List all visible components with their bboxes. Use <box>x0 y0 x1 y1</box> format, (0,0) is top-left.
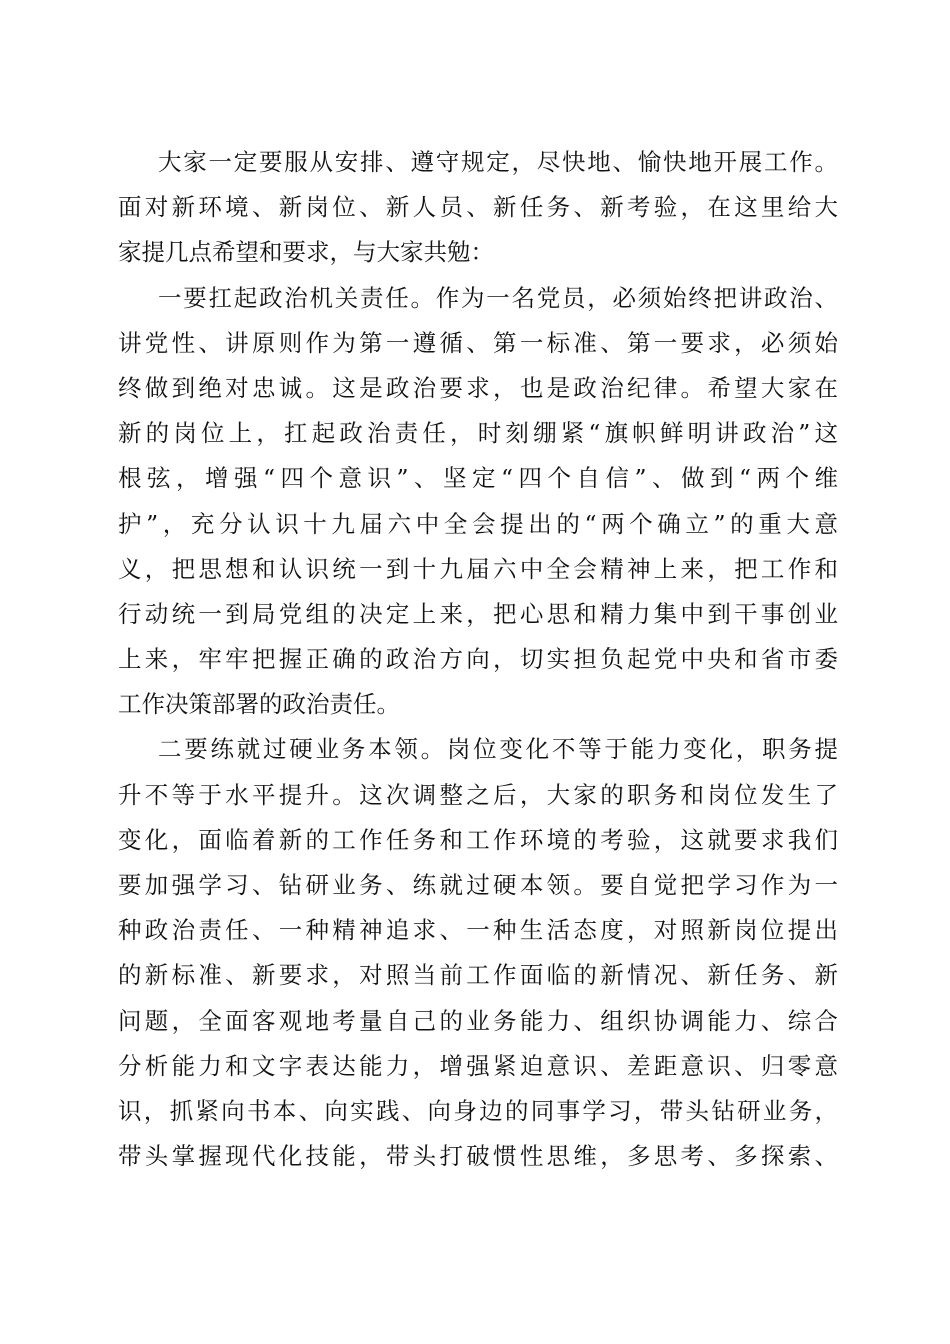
paragraph-line: 上来，牢牢把握正确的政治方向，切实担负起党中央和省市委 <box>118 645 838 674</box>
paragraph-line: 面对新环境、新岗位、新人员、新任务、新考验，在这里给大 <box>118 193 838 222</box>
paragraph-line: 种政治责任、一种精神追求、一种生活态度，对照新岗位提出 <box>118 916 838 945</box>
paragraph-line: 二要练就过硬业务本领。岗位变化不等于能力变化，职务提 <box>158 735 838 764</box>
paragraph-line: 问题，全面客观地考量自己的业务能力、组织协调能力、综合 <box>118 1006 838 1035</box>
paragraph-line: 一要扛起政治机关责任。作为一名党员，必须始终把讲政治、 <box>158 283 838 312</box>
paragraph-line: 护”，充分认识十九届六中全会提出的“两个确立”的重大意 <box>118 509 838 538</box>
paragraph-line: 要加强学习、钻研业务、练就过硬本领。要自觉把学习作为一 <box>118 871 838 899</box>
paragraph-line: 带头掌握现代化技能，带头打破惯性思维，多思考、多探索、 <box>118 1142 838 1171</box>
paragraph-line: 升不等于水平提升。这次调整之后，大家的职务和岗位发生了 <box>118 780 838 809</box>
paragraph-line: 识，抓紧向书本、向实践、向身边的同事学习，带头钻研业务， <box>118 1096 838 1125</box>
paragraph-line: 义，把思想和认识统一到十九届六中全会精神上来，把工作和 <box>118 554 838 583</box>
paragraph-line: 大家一定要服从安排、遵守规定，尽快地、愉快地开展工作。 <box>158 148 838 176</box>
paragraph-line: 家提几点希望和要求，与大家共勉： <box>118 238 494 267</box>
paragraph-line: 根弦，增强“四个意识”、坚定“四个自信”、做到“两个维 <box>118 464 838 493</box>
paragraph-line: 行动统一到局党组的决定上来，把心思和精力集中到干事创业 <box>118 599 838 628</box>
paragraph-line: 工作决策部署的政治责任。 <box>118 690 400 719</box>
paragraph-line: 讲党性、讲原则作为第一遵循、第一标准、第一要求，必须始 <box>118 328 838 357</box>
paragraph-line: 终做到绝对忠诚。这是政治要求，也是政治纪律。希望大家在 <box>118 373 838 402</box>
document-body <box>118 140 838 1179</box>
paragraph-line: 新的岗位上，扛起政治责任，时刻绷紧“旗帜鲜明讲政治”这 <box>118 419 838 448</box>
paragraph-line: 分析能力和文字表达能力，增强紧迫意识、差距意识、归零意 <box>118 1051 838 1080</box>
paragraph-line: 变化，面临着新的工作任务和工作环境的考验，这就要求我们 <box>118 825 838 854</box>
paragraph-line: 的新标准、新要求，对照当前工作面临的新情况、新任务、新 <box>118 961 838 990</box>
